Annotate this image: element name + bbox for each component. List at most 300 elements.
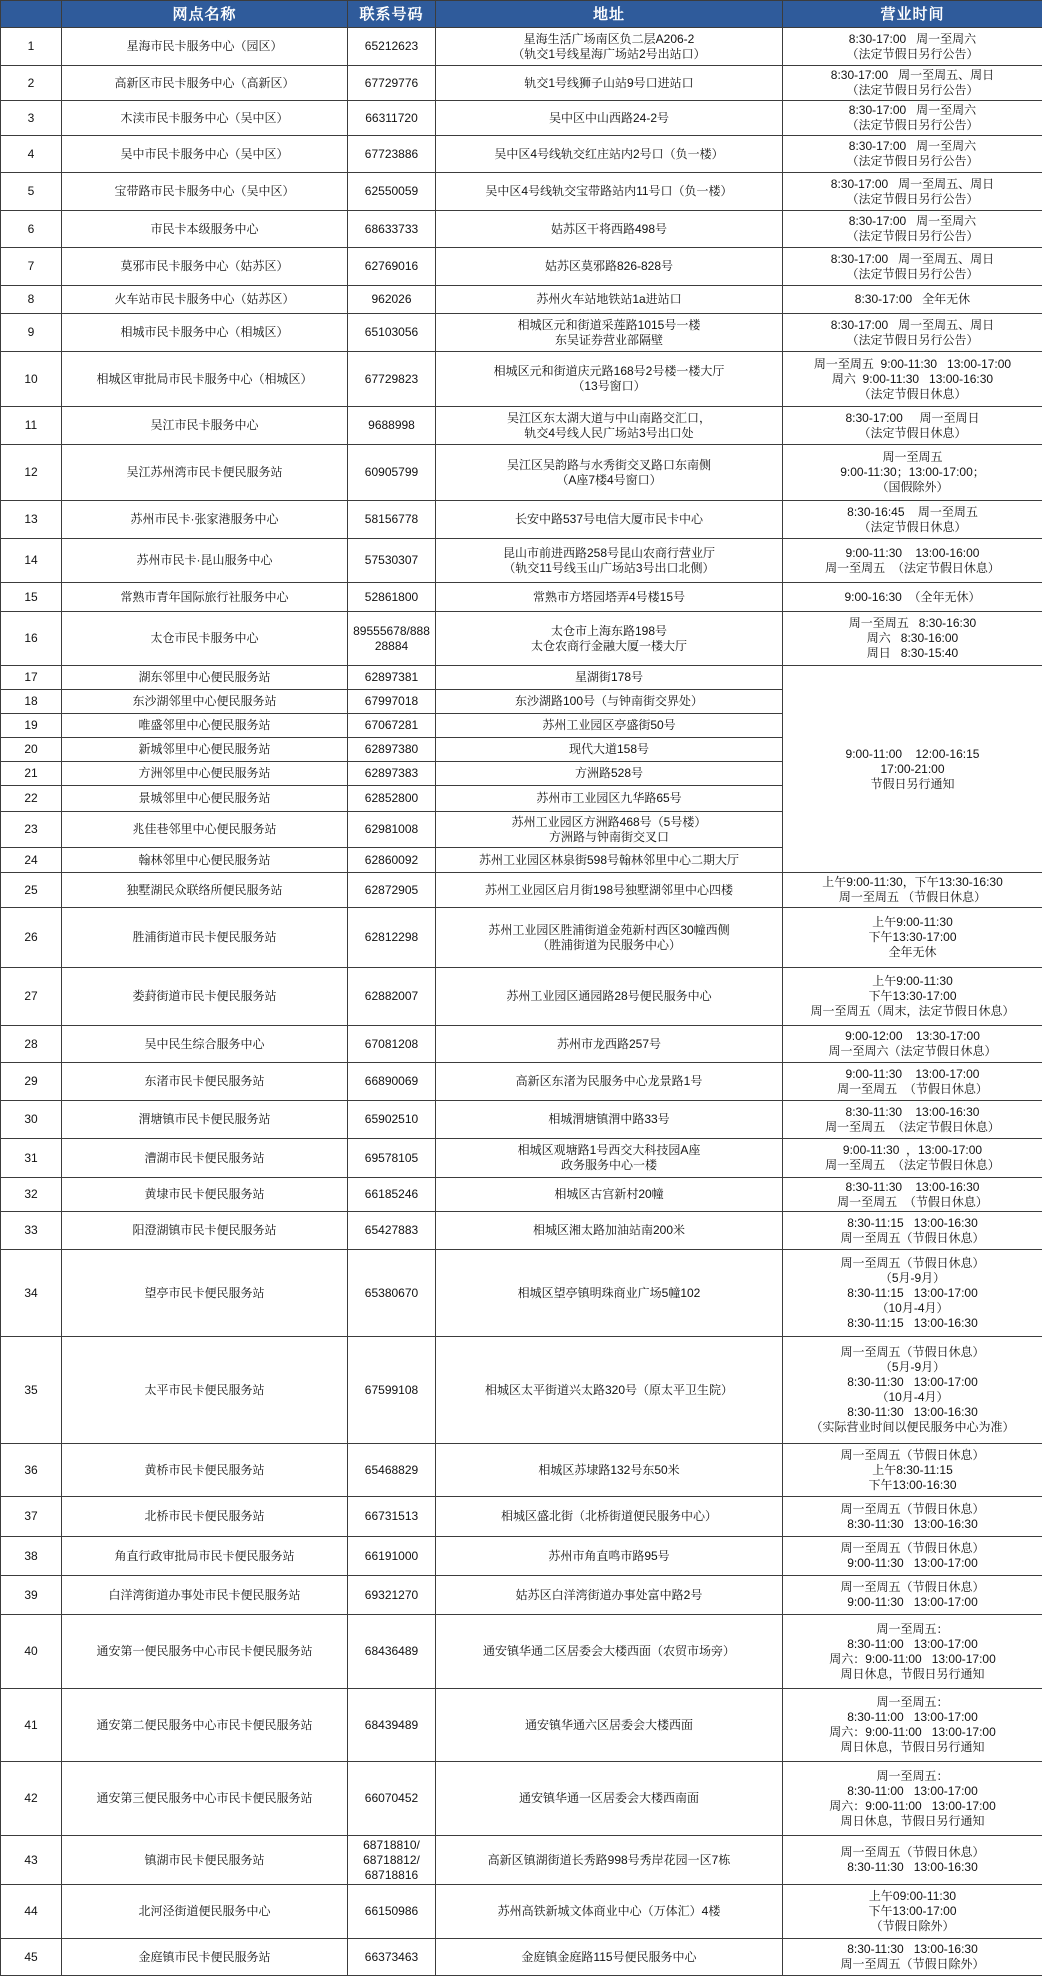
address bbox=[436, 1444, 783, 1497]
row-number: 23 bbox=[1, 812, 62, 848]
hours-line: 全年无休 bbox=[888, 945, 937, 959]
hours-line: （国假除外） bbox=[876, 480, 949, 494]
station-name: 湖东邻里中心便民服务站 bbox=[62, 666, 348, 690]
address bbox=[436, 1337, 783, 1444]
header-phone: 联系号码 bbox=[348, 1, 436, 28]
hours-line: 周一至周五（节假日休息） bbox=[840, 1447, 985, 1462]
table-row bbox=[1, 211, 1042, 248]
table-row bbox=[1, 1497, 1042, 1537]
address-line: 苏州火车站地铁站1a进站口 bbox=[536, 292, 682, 306]
phone-number bbox=[348, 612, 436, 666]
hours-line: 17:00-21:00 bbox=[880, 761, 945, 776]
hours-line: 8:30-17:00 全年无休 bbox=[854, 292, 971, 306]
phone-line: 28884 bbox=[374, 638, 409, 653]
address-line: 苏州市工业园区九华路65号 bbox=[536, 791, 682, 805]
hours-line: 8:30-11:30 13:00-16:30 bbox=[847, 1405, 978, 1419]
phone-line: 52861800 bbox=[364, 589, 419, 604]
phone-line: 65468829 bbox=[364, 1462, 419, 1477]
address bbox=[436, 968, 783, 1026]
address-line: 东吴证券营业部隔壁 bbox=[554, 332, 663, 347]
business-hours bbox=[783, 66, 1042, 101]
phone-number bbox=[348, 1537, 436, 1576]
station-name: 高新区市民卡服务中心（高新区） bbox=[62, 66, 348, 101]
station-name: 星海市民卡服务中心（园区） bbox=[62, 28, 348, 66]
address bbox=[436, 173, 783, 211]
business-hours bbox=[783, 539, 1042, 583]
phone-number bbox=[348, 1101, 436, 1139]
hours-line: （节假日除外） bbox=[870, 1919, 955, 1933]
row-number: 17 bbox=[1, 666, 62, 690]
address-line: 相城区古宫新村20幢 bbox=[554, 1187, 664, 1201]
address bbox=[436, 539, 783, 583]
phone-line: 68718816 bbox=[364, 1867, 419, 1882]
station-name: 吴中民生综合服务中心 bbox=[62, 1026, 348, 1063]
station-name: 景城邻里中心便民服务站 bbox=[62, 786, 348, 812]
phone-line: 62860092 bbox=[364, 852, 419, 867]
address-line: 相城区盛北街（北桥街道便民服务中心） bbox=[500, 1509, 717, 1523]
hours-line: 周一至周五（节假日休息） bbox=[840, 1345, 985, 1359]
address-line: 星湖街178号 bbox=[574, 670, 644, 684]
hours-line: 周一至周五 8:30-16:30 bbox=[848, 616, 977, 630]
station-name: 相城区审批局市民卡服务中心（相城区） bbox=[62, 352, 348, 407]
station-name: 渭塘镇市民卡便民服务站 bbox=[62, 1101, 348, 1139]
table-row bbox=[1, 1615, 1042, 1689]
hours-line: 周日休息，节假日另行通知 bbox=[840, 1740, 985, 1754]
station-name: 东渚市民卡便民服务站 bbox=[62, 1063, 348, 1101]
address bbox=[436, 28, 783, 66]
phone-line: 62812298 bbox=[364, 930, 419, 944]
address-line: 通安镇华通二区居委会大楼西面（农贸市场旁） bbox=[482, 1644, 735, 1658]
table-row bbox=[1, 539, 1042, 583]
table-row bbox=[1, 248, 1042, 286]
hours-line: 周一至周五（节假日休息） bbox=[840, 1255, 985, 1270]
row-number: 29 bbox=[1, 1063, 62, 1101]
address-line: （13号窗口） bbox=[572, 379, 646, 393]
hours-line: 周日 8:30-15:40 bbox=[866, 646, 959, 660]
hours-line: 9:00-11:30 13:00-17:00 bbox=[847, 1556, 978, 1570]
hours-line: 周一至周五 （法定节假日休息） bbox=[825, 560, 1000, 575]
address-line: 姑苏区干将西路498号 bbox=[550, 221, 668, 236]
station-name: 太平市民卡便民服务站 bbox=[62, 1337, 348, 1444]
phone-line: 66150986 bbox=[364, 1904, 419, 1918]
row-number: 1 bbox=[1, 28, 62, 66]
hours-line: 上午9:00-11:30 bbox=[872, 974, 953, 988]
hours-line: 周六 8:30-16:00 bbox=[866, 631, 959, 645]
hours-line: 上午9:00-11:30 bbox=[872, 915, 953, 929]
phone-line: 67081208 bbox=[364, 1036, 419, 1051]
address bbox=[436, 501, 783, 539]
hours-line: 周一至周五（节假日休息） bbox=[840, 1230, 985, 1245]
phone-line: 62897383 bbox=[364, 766, 419, 780]
hours-line: 8:30-17:00 周一至周六 bbox=[848, 31, 977, 46]
hours-line: 8:30-11:15 13:00-17:00 bbox=[847, 1285, 978, 1300]
row-number: 13 bbox=[1, 501, 62, 539]
row-number: 8 bbox=[1, 286, 62, 314]
row-number: 9 bbox=[1, 314, 62, 352]
phone-number bbox=[348, 666, 436, 690]
hours-line: （法定节假日另行公告） bbox=[846, 46, 979, 61]
hours-line: （法定节假日另行公告） bbox=[846, 83, 979, 97]
phone-number bbox=[348, 173, 436, 211]
business-hours bbox=[783, 1212, 1042, 1250]
station-name: 黄埭市民卡便民服务站 bbox=[62, 1178, 348, 1212]
hours-line: （法定节假日休息） bbox=[858, 519, 967, 534]
phone-number bbox=[348, 812, 436, 848]
phone-number bbox=[348, 1615, 436, 1689]
address-line: 相城区湘太路加油站南200米 bbox=[532, 1223, 686, 1237]
business-hours bbox=[783, 1178, 1042, 1212]
phone-line: 67599108 bbox=[364, 1382, 419, 1397]
business-hours bbox=[783, 211, 1042, 248]
hours-line: 下午13:30-17:00 bbox=[868, 930, 957, 944]
phone-number bbox=[348, 714, 436, 738]
table-row bbox=[1, 583, 1042, 612]
row-number: 40 bbox=[1, 1615, 62, 1689]
hours-line: （10月-4月） bbox=[876, 1390, 949, 1404]
business-hours bbox=[783, 1026, 1042, 1063]
address-line: 通安镇华通六区居委会大楼西面 bbox=[524, 1717, 693, 1732]
phone-line: 58156778 bbox=[364, 512, 419, 526]
station-name: 方洲邻里中心便民服务站 bbox=[62, 762, 348, 786]
row-number: 43 bbox=[1, 1836, 62, 1885]
address-line: 相城区望亭镇明珠商业广场5幢102 bbox=[517, 1285, 701, 1300]
address-line: 高新区东渚为民服务中心龙景路1号 bbox=[515, 1074, 703, 1088]
phone-number bbox=[348, 690, 436, 714]
address-line: （轨交11号线玉山广场站3号出口北侧） bbox=[503, 560, 715, 575]
row-number: 16 bbox=[1, 612, 62, 666]
row-number: 5 bbox=[1, 173, 62, 211]
row-number: 6 bbox=[1, 211, 62, 248]
table-row bbox=[1, 1444, 1042, 1497]
header-hours: 营业时间 bbox=[783, 1, 1042, 28]
station-name: 白洋湾街道办事处市民卡便民服务站 bbox=[62, 1576, 348, 1615]
address bbox=[436, 1026, 783, 1063]
phone-number bbox=[348, 314, 436, 352]
phone-line: 65212623 bbox=[364, 39, 419, 53]
table-row bbox=[1, 445, 1042, 501]
phone-number bbox=[348, 1139, 436, 1178]
address bbox=[436, 286, 783, 314]
address-line: 相城区太平街道兴太路320号（原太平卫生院） bbox=[484, 1382, 734, 1397]
row-number: 15 bbox=[1, 583, 62, 612]
address-line: 苏州工业园区胜浦街道金苑新村西区30幢西侧 bbox=[488, 922, 730, 937]
phone-number bbox=[348, 1885, 436, 1939]
table-header bbox=[1, 1, 1042, 28]
row-number: 31 bbox=[1, 1139, 62, 1178]
phone-line: 66373463 bbox=[364, 1949, 419, 1964]
hours-line: 8:30-11:30 13:00-16:30 bbox=[847, 1942, 978, 1956]
table-row bbox=[1, 173, 1042, 211]
business-hours bbox=[783, 248, 1042, 286]
header-row bbox=[1, 1, 1042, 28]
table-row bbox=[1, 1101, 1042, 1139]
table-row bbox=[1, 101, 1042, 136]
address bbox=[436, 1537, 783, 1576]
row-number: 30 bbox=[1, 1101, 62, 1139]
address bbox=[436, 1939, 783, 1976]
station-name: 苏州市民卡·昆山服务中心 bbox=[62, 539, 348, 583]
station-name: 望亭市民卡便民服务站 bbox=[62, 1250, 348, 1337]
station-name: 宝带路市民卡服务中心（吴中区） bbox=[62, 173, 348, 211]
hours-line: 9:00-11:30 13:00-16:00 bbox=[845, 545, 980, 560]
phone-line: 67067281 bbox=[364, 718, 419, 732]
address-line: 昆山市前进西路258号昆山农商行营业厅 bbox=[502, 545, 716, 560]
address-line: （胜浦街道为民服务中心） bbox=[536, 937, 681, 952]
hours-line: 8:30-11:30 13:00-17:00 bbox=[847, 1375, 978, 1389]
phone-line: 65427883 bbox=[364, 1223, 419, 1237]
phone-line: 68439489 bbox=[364, 1717, 419, 1732]
address-line: 苏州市龙西路257号 bbox=[556, 1036, 662, 1051]
hours-line: 8:30-17:00 周一至周六 bbox=[848, 214, 977, 228]
business-hours bbox=[783, 101, 1042, 136]
phone-number bbox=[348, 248, 436, 286]
header-name: 网点名称 bbox=[62, 1, 348, 28]
table-row bbox=[1, 1178, 1042, 1212]
business-hours bbox=[783, 873, 1042, 908]
hours-line: 8:30-11:00 13:00-17:00 bbox=[847, 1636, 978, 1651]
phone-line: 67729823 bbox=[364, 371, 419, 386]
hours-line: 8:30-11:30 13:00-16:30 bbox=[845, 1179, 980, 1194]
station-name: 木渎市民卡服务中心（吴中区） bbox=[62, 101, 348, 136]
table-row bbox=[1, 1063, 1042, 1101]
phone-number bbox=[348, 848, 436, 873]
hours-line: 9:00-11:00 12:00-16:15 bbox=[845, 746, 980, 761]
row-number: 18 bbox=[1, 690, 62, 714]
address-line: 苏州工业园区方洲路468号（5号楼） bbox=[511, 814, 707, 829]
table-row bbox=[1, 1939, 1042, 1976]
address bbox=[436, 612, 783, 666]
station-name: 吴江市民卡服务中心 bbox=[62, 407, 348, 445]
address-line: （轨交1号线星海广场站2号出站口） bbox=[512, 46, 706, 61]
business-hours bbox=[783, 173, 1042, 211]
table-row bbox=[1, 1139, 1042, 1178]
hours-line: 周一至周五（节假日除外） bbox=[840, 1957, 985, 1971]
address bbox=[436, 690, 783, 714]
station-name: 黄桥市民卡便民服务站 bbox=[62, 1444, 348, 1497]
table-row bbox=[1, 612, 1042, 666]
hours-line: 周一至周五 （法定节假日休息） bbox=[825, 1158, 1000, 1172]
address-line: 相城区苏埭路132号东50米 bbox=[538, 1462, 680, 1477]
table-row bbox=[1, 66, 1042, 101]
phone-number bbox=[348, 1576, 436, 1615]
hours-line: （法定节假日另行公告） bbox=[846, 332, 979, 347]
row-number: 4 bbox=[1, 136, 62, 173]
hours-line: （法定节假日另行公告） bbox=[846, 191, 979, 206]
address-line: 星海生活广场南区负二层A206-2 bbox=[523, 31, 695, 46]
row-number: 11 bbox=[1, 407, 62, 445]
hours-line: 周日休息，节假日另行通知 bbox=[840, 1666, 985, 1681]
address bbox=[436, 1689, 783, 1762]
business-hours bbox=[783, 1101, 1042, 1139]
phone-line: 68718812/ bbox=[363, 1852, 420, 1867]
station-name: 市民卡本级服务中心 bbox=[62, 211, 348, 248]
row-number: 12 bbox=[1, 445, 62, 501]
station-name: 胜浦街道市民卡便民服务站 bbox=[62, 908, 348, 968]
business-hours bbox=[783, 445, 1042, 501]
phone-line: 62550059 bbox=[364, 184, 419, 198]
address bbox=[436, 1836, 783, 1885]
hours-line: 9:00-12:00 13:30-17:00 bbox=[845, 1029, 980, 1043]
hours-line: 周一至周五 （法定节假日休息） bbox=[825, 1119, 1000, 1134]
phone-number bbox=[348, 786, 436, 812]
table-row bbox=[1, 136, 1042, 173]
hours-line: 下午13:00-17:00 bbox=[868, 1904, 957, 1918]
hours-line: 周一至周五 bbox=[882, 450, 943, 464]
address bbox=[436, 1615, 783, 1689]
address bbox=[436, 1063, 783, 1101]
address bbox=[436, 738, 783, 762]
header-address: 地址 bbox=[436, 1, 783, 28]
header-number bbox=[1, 1, 62, 28]
address bbox=[436, 136, 783, 173]
business-hours bbox=[783, 1497, 1042, 1537]
row-number: 19 bbox=[1, 714, 62, 738]
address bbox=[436, 1497, 783, 1537]
address-line: 吴江区吴韵路与水秀街交叉路口东南侧 bbox=[506, 457, 711, 472]
address-line: 方洲路与钟南街交叉口 bbox=[548, 829, 669, 844]
address-line: 通安镇华通一区居委会大楼西南面 bbox=[518, 1791, 699, 1805]
hours-line: 8:30-11:30 13:00-16:30 bbox=[845, 1104, 980, 1119]
hours-line: 节假日另行通知 bbox=[870, 776, 955, 791]
business-hours bbox=[783, 583, 1042, 612]
row-number: 39 bbox=[1, 1576, 62, 1615]
address bbox=[436, 445, 783, 501]
table-row bbox=[1, 28, 1042, 66]
table-row bbox=[1, 968, 1042, 1026]
row-number: 37 bbox=[1, 1497, 62, 1537]
hours-line: 8:30-17:00 周一至周五、周日 bbox=[830, 251, 995, 266]
phone-number bbox=[348, 1178, 436, 1212]
phone-line: 68436489 bbox=[364, 1644, 419, 1658]
table-row bbox=[1, 1026, 1042, 1063]
hours-line: 9:00-16:30 （全年无休） bbox=[844, 589, 981, 604]
station-name: 北河泾街道便民服务中心 bbox=[62, 1885, 348, 1939]
hours-line: 周一至周五（节假日休息） bbox=[840, 1580, 985, 1594]
hours-line: 8:30-17:00 周一至周五、周日 bbox=[830, 317, 995, 332]
phone-number bbox=[348, 539, 436, 583]
address bbox=[436, 666, 783, 690]
row-number: 24 bbox=[1, 848, 62, 873]
phone-number bbox=[348, 1444, 436, 1497]
hours-line: （法定节假日休息） bbox=[858, 425, 967, 440]
row-number: 26 bbox=[1, 908, 62, 968]
phone-line: 62981008 bbox=[364, 822, 419, 836]
phone-line: 62882007 bbox=[364, 989, 419, 1003]
hours-line: 周一至周五： bbox=[876, 1695, 949, 1709]
phone-line: 69321270 bbox=[364, 1587, 419, 1602]
business-hours bbox=[783, 1337, 1042, 1444]
phone-number bbox=[348, 1762, 436, 1836]
business-hours bbox=[783, 1836, 1042, 1885]
address-line: 相城区元和街道采莲路1015号一楼 bbox=[517, 317, 701, 332]
table-row bbox=[1, 908, 1042, 968]
address bbox=[436, 908, 783, 968]
business-hours bbox=[783, 1689, 1042, 1762]
hours-line: 8:30-17:00 周一至周五、周日 bbox=[830, 176, 995, 191]
hours-line: （10月-4月） bbox=[876, 1300, 949, 1315]
phone-number bbox=[348, 968, 436, 1026]
hours-line: （法定节假日另行公告） bbox=[846, 266, 979, 281]
table-row bbox=[1, 1576, 1042, 1615]
phone-line: 66731513 bbox=[364, 1509, 419, 1523]
business-hours bbox=[783, 1615, 1042, 1689]
address bbox=[436, 714, 783, 738]
row-number: 14 bbox=[1, 539, 62, 583]
phone-number bbox=[348, 873, 436, 908]
address bbox=[436, 583, 783, 612]
phone-number bbox=[348, 1063, 436, 1101]
phone-line: 66311720 bbox=[365, 110, 418, 125]
business-hours bbox=[783, 666, 1042, 873]
address-line: 常熟市方塔园塔弄4号楼15号 bbox=[532, 589, 686, 604]
phone-number bbox=[348, 1337, 436, 1444]
hours-line: 周一至周五： bbox=[876, 1768, 949, 1783]
station-name: 火车站市民卡服务中心（姑苏区） bbox=[62, 286, 348, 314]
station-name: 阳澄湖镇市民卡便民服务站 bbox=[62, 1212, 348, 1250]
business-hours bbox=[783, 1444, 1042, 1497]
address bbox=[436, 1576, 783, 1615]
phone-number bbox=[348, 1250, 436, 1337]
hours-line: 上午09:00-11:30 bbox=[868, 1889, 957, 1903]
phone-line: 67729776 bbox=[364, 75, 419, 90]
phone-number bbox=[348, 501, 436, 539]
phone-line: 62872905 bbox=[364, 882, 419, 897]
row-number: 27 bbox=[1, 968, 62, 1026]
address-line: 相城渭塘镇渭中路33号 bbox=[548, 1112, 670, 1126]
business-hours bbox=[783, 908, 1042, 968]
phone-line: 65902510 bbox=[364, 1112, 419, 1126]
address-line: 东沙湖路100号（与钟南街交界处） bbox=[514, 694, 704, 708]
station-name: 兆佳巷邻里中心便民服务站 bbox=[62, 812, 348, 848]
station-name: 角直行政审批局市民卡便民服务站 bbox=[62, 1537, 348, 1576]
phone-line: 57530307 bbox=[364, 553, 419, 567]
address bbox=[436, 1139, 783, 1178]
hours-line: 8:30-17:00 周一至周日 bbox=[845, 410, 980, 425]
address bbox=[436, 1885, 783, 1939]
address-line: 高新区镇湖街道长秀路998号秀岸花园一区7栋 bbox=[487, 1852, 731, 1867]
station-name: 吴中市民卡服务中心（吴中区） bbox=[62, 136, 348, 173]
hours-line: 周一至周五： bbox=[876, 1621, 949, 1636]
phone-line: 9688998 bbox=[368, 418, 415, 432]
station-name: 金庭镇市民卡便民服务站 bbox=[62, 1939, 348, 1976]
row-number: 36 bbox=[1, 1444, 62, 1497]
hours-line: （法定节假日休息） bbox=[858, 386, 967, 401]
phone-line: 65103056 bbox=[364, 325, 419, 339]
station-name: 通安第三便民服务中心市民卡便民服务站 bbox=[62, 1762, 348, 1836]
station-name: 莫邪市民卡服务中心（姑苏区） bbox=[62, 248, 348, 286]
address-line: 苏州高铁新城文体商业中心（万体汇）4楼 bbox=[497, 1904, 721, 1918]
address bbox=[436, 407, 783, 445]
address-line: 苏州工业园区亭盛街50号 bbox=[542, 718, 676, 732]
table-row bbox=[1, 666, 1042, 690]
hours-line: 下午13:00-16:30 bbox=[868, 1477, 957, 1492]
address-line: 苏州工业园区通园路28号便民服务中心 bbox=[506, 989, 712, 1003]
table-body bbox=[1, 28, 1042, 1976]
hours-line: 9:00-11:30 ，13:00-17:00 bbox=[842, 1143, 983, 1157]
station-name: 镇湖市民卡便民服务站 bbox=[62, 1836, 348, 1885]
address bbox=[436, 1212, 783, 1250]
station-name: 独墅湖民众联络所便民服务站 bbox=[62, 873, 348, 908]
address-line: 苏州工业园区启月街198号独墅湖邻里中心四楼 bbox=[484, 882, 734, 897]
business-hours bbox=[783, 1939, 1042, 1976]
business-hours bbox=[783, 1139, 1042, 1178]
hours-line: （法定节假日另行公告） bbox=[846, 118, 979, 132]
address bbox=[436, 66, 783, 101]
station-name: 太仓市民卡服务中心 bbox=[62, 612, 348, 666]
station-name: 新城邻里中心便民服务站 bbox=[62, 738, 348, 762]
table-row bbox=[1, 1885, 1042, 1939]
phone-line: 67997018 bbox=[364, 694, 419, 708]
